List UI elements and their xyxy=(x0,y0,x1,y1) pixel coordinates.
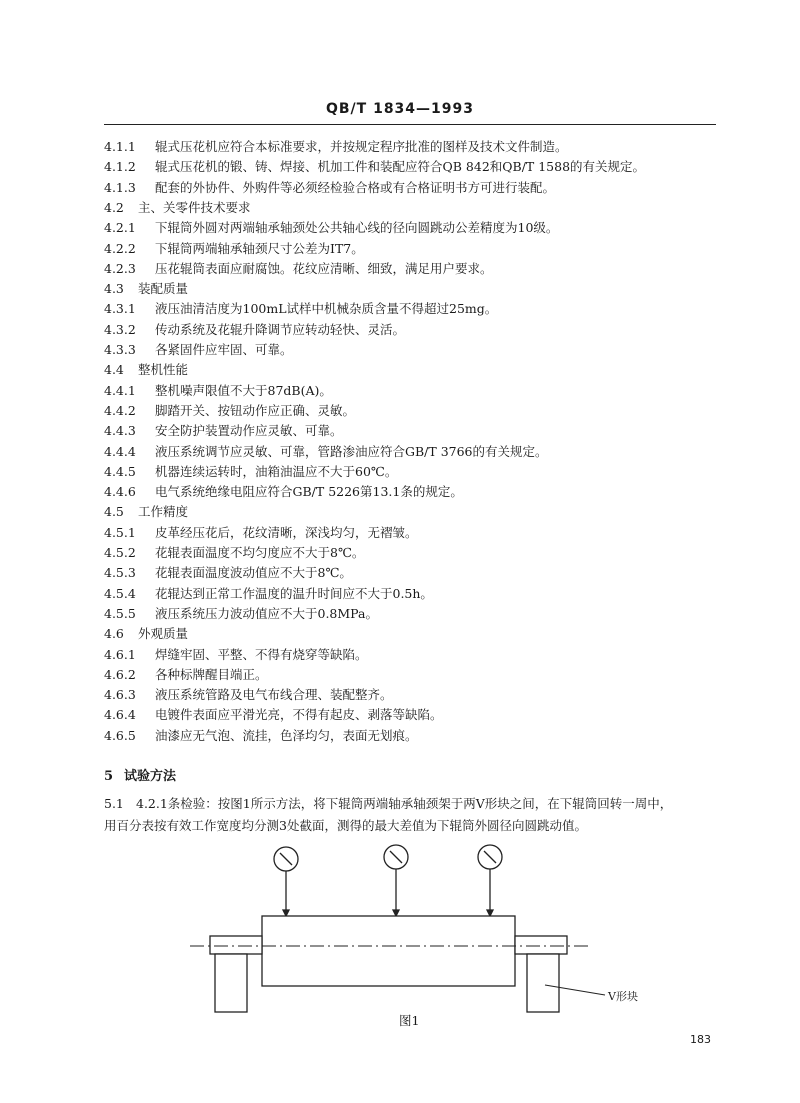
clause-line xyxy=(104,362,188,378)
clause-text: 脚踏开关、按钮动作应正确、灵敏。 xyxy=(155,402,356,418)
page-number: 183 xyxy=(690,1033,711,1046)
clause-line xyxy=(104,261,493,277)
clause-text: 压花辊筒表面应耐腐蚀。花纹应清晰、细致，满足用户要求。 xyxy=(155,260,493,276)
clause-text: 液压系统管路及电气布线合理、装配整齐。 xyxy=(155,687,393,703)
figure-caption: 图1 xyxy=(399,1013,420,1028)
clause-text: 下辊筒两端轴承轴颈尺寸公差为IT7。 xyxy=(155,240,364,256)
clause-text: 主、关零件技术要求 xyxy=(138,199,251,215)
clause-text: 花辊表面温度波动值应不大于8℃。 xyxy=(155,565,352,581)
clause-line xyxy=(104,241,364,257)
clause-text: 电气系统绝缘电阻应符合GB/T 5226第13.1条的规定。 xyxy=(155,484,463,500)
runout-measurement-diagram xyxy=(0,838,800,1028)
clause-text: 辊式压花机的锻、铸、焊接、机加工件和装配应符合QB 842和QB/T 1588的有关规定。 xyxy=(155,159,646,175)
clause-text: 各种标牌醒目端正。 xyxy=(155,666,268,682)
clause-line xyxy=(104,444,548,460)
v-block-label: V形块 xyxy=(608,990,638,1003)
clause-line xyxy=(104,220,558,236)
page-header: QB/T 1834—1993 xyxy=(325,101,475,117)
clause-number: 4.6.4 xyxy=(104,707,136,723)
clause-text: 下辊筒外圆对两端轴承轴颈处公共轴心线的径向圆跳动公差精度为10级。 xyxy=(155,220,559,236)
clause-line xyxy=(104,322,405,338)
clause-number: 4.6 xyxy=(104,626,124,642)
clause-text: 配套的外协件、外购件等必须经检验合格或有合格证明书方可进行装配。 xyxy=(155,179,556,195)
dial-indicator-left xyxy=(274,847,298,916)
figure-1 xyxy=(0,838,800,1028)
clause-number: 4.5.1 xyxy=(104,524,136,540)
v-block-right xyxy=(527,954,559,1012)
clause-number: 4.4.3 xyxy=(104,423,136,439)
clause-text: 4.2.1条检验：按图1所示方法，将下辊筒两端轴承轴颈架于两V形块之间，在下辊筒回转一周中， xyxy=(136,796,673,811)
clause-number: 4.5.5 xyxy=(104,605,136,621)
clause-number: 4.6.5 xyxy=(104,727,136,743)
clause-text: 整机性能 xyxy=(138,362,189,378)
clause-number: 4.2.3 xyxy=(104,260,136,276)
clause-number: 4.5 xyxy=(104,504,124,520)
clause-text: 液压油清洁度为100mL试样中机械杂质含量不得超过25mg。 xyxy=(155,301,498,317)
clause-line xyxy=(104,484,463,500)
clause-number: 4.4.1 xyxy=(104,382,136,398)
clause-text: 工作精度 xyxy=(138,504,189,520)
header-rule xyxy=(104,124,716,125)
clause-number: 4.1.2 xyxy=(104,159,136,175)
clause-line xyxy=(104,200,251,216)
clause-text: 各紧固件应牢固、可靠。 xyxy=(155,342,293,357)
clause-line xyxy=(104,301,497,317)
clause-number: 4.5.4 xyxy=(104,585,136,601)
clause-line xyxy=(104,180,555,196)
clause-text: 整机噪声限值不大于87dB(A)。 xyxy=(155,382,332,398)
clause-number: 4.4.2 xyxy=(104,402,136,418)
clause-5-1-line-2: 用百分表按有效工作宽度均分测3处截面，测得的最大差值为下辊筒外圆径向圆跳动值。 xyxy=(104,818,587,833)
clause-text: 液压系统调节应灵敏、可靠，管路渗油应符合GB/T 3766的有关规定。 xyxy=(155,443,548,459)
clause-line xyxy=(104,626,188,642)
clause-text: 机器连续运转时，油箱油温应不大于60℃。 xyxy=(155,463,398,479)
section-5-title xyxy=(104,765,176,784)
clause-line xyxy=(104,159,645,175)
clause-5-1-line-1 xyxy=(104,796,672,812)
clause-number: 4.3.2 xyxy=(104,321,136,337)
clause-line xyxy=(104,423,343,439)
clause-number: 5.1 xyxy=(104,796,124,811)
clause-text: 皮革经压花后，花纹清晰，深浅均匀，无褶皱。 xyxy=(155,524,418,540)
clause-line xyxy=(104,707,443,723)
clause-number: 4.5.3 xyxy=(104,565,136,581)
dial-indicator-middle xyxy=(384,845,408,916)
clause-line xyxy=(104,504,188,520)
clause-text: 油漆应无气泡、流挂，色泽均匀，表面无划痕。 xyxy=(155,727,418,743)
clause-line xyxy=(104,667,268,683)
clause-number: 4.6.1 xyxy=(104,646,136,662)
clause-number: 4.1.1 xyxy=(104,139,136,154)
clause-line xyxy=(104,728,418,744)
clause-number: 4.6.2 xyxy=(104,666,136,682)
clause-text: 液压系统压力波动值应不大于0.8MPa。 xyxy=(155,605,378,621)
clause-number: 4.4.5 xyxy=(104,463,136,479)
clause-text: 电镀件表面应平滑光亮，不得有起皮、剥落等缺陷。 xyxy=(155,707,443,723)
section-title-text: 试验方法 xyxy=(124,769,177,784)
clause-text: 外观质量 xyxy=(138,626,189,642)
clause-number: 4.3 xyxy=(104,281,124,297)
clause-number: 4.5.2 xyxy=(104,545,136,560)
clause-text: 装配质量 xyxy=(138,281,189,297)
clause-text: 辊式压花机应符合本标准要求，并按规定程序批准的图样及技术文件制造。 xyxy=(155,139,568,154)
clause-number: 4.2.1 xyxy=(104,220,136,236)
v-block-left xyxy=(215,954,247,1012)
clause-line xyxy=(104,647,368,663)
clause-line xyxy=(104,606,378,622)
clause-number: 4.4.6 xyxy=(104,484,136,500)
clause-line xyxy=(104,281,188,297)
clause-line xyxy=(104,342,293,358)
clause-number: 4.4 xyxy=(104,362,124,378)
clause-number: 4.2.2 xyxy=(104,240,136,256)
clause-text: 焊缝牢固、平整、不得有烧穿等缺陷。 xyxy=(155,646,368,662)
clause-line xyxy=(104,586,433,602)
clause-line xyxy=(104,687,393,703)
clause-number: 4.2 xyxy=(104,199,124,215)
clause-line xyxy=(104,383,332,399)
clause-line xyxy=(104,403,355,419)
clause-line xyxy=(104,565,352,581)
clause-number: 4.3.3 xyxy=(104,342,136,357)
clause-line xyxy=(104,545,364,561)
clause-text: 花辊达到正常工作温度的温升时间应不大于0.5h。 xyxy=(155,585,433,601)
clause-number: 4.6.3 xyxy=(104,687,136,703)
clause-text: 安全防护装置动作应灵敏、可靠。 xyxy=(155,423,343,439)
dial-indicator-right xyxy=(478,845,502,916)
clause-text: 花辊表面温度不均匀度应不大于8℃。 xyxy=(155,545,365,560)
clause-text: 传动系统及花辊升降调节应转动轻快、灵活。 xyxy=(155,321,406,337)
clause-line xyxy=(104,525,418,541)
clause-line xyxy=(104,464,397,480)
clause-number: 4.3.1 xyxy=(104,301,136,317)
clause-number: 4.4.4 xyxy=(104,443,136,459)
clause-number: 4.1.3 xyxy=(104,179,136,195)
clause-line xyxy=(104,139,568,155)
section-number: 5 xyxy=(104,769,114,784)
